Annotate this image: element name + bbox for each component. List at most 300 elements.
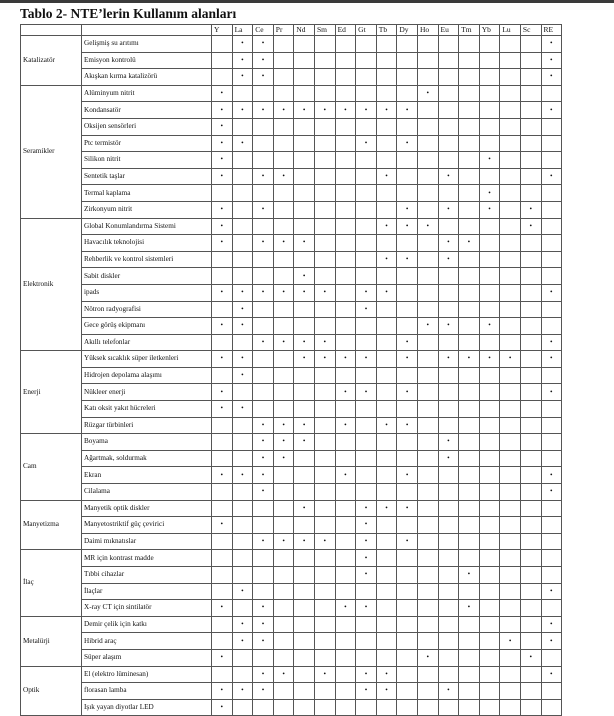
application-cell: Rehberlik ve kontrol sistemleri xyxy=(82,251,212,268)
empty-cell xyxy=(417,135,438,152)
empty-cell xyxy=(232,118,253,135)
usage-mark: • xyxy=(356,600,377,617)
empty-cell xyxy=(541,649,562,666)
usage-mark: • xyxy=(520,218,541,235)
empty-cell xyxy=(253,152,274,169)
empty-cell xyxy=(459,268,480,285)
empty-cell xyxy=(438,633,459,650)
empty-cell xyxy=(541,218,562,235)
empty-cell xyxy=(520,699,541,716)
empty-cell xyxy=(417,351,438,368)
usage-mark: • xyxy=(232,36,253,53)
usage-mark: • xyxy=(356,102,377,119)
empty-cell xyxy=(397,583,418,600)
empty-cell xyxy=(253,367,274,384)
empty-cell xyxy=(314,52,335,69)
empty-cell xyxy=(294,600,315,617)
empty-cell xyxy=(520,251,541,268)
usage-mark: • xyxy=(397,102,418,119)
empty-cell xyxy=(479,235,500,252)
empty-cell xyxy=(356,201,377,218)
empty-cell xyxy=(356,334,377,351)
empty-cell xyxy=(520,185,541,202)
usage-mark: • xyxy=(314,666,335,683)
empty-cell xyxy=(212,500,233,517)
empty-cell xyxy=(294,467,315,484)
usage-mark: • xyxy=(273,434,294,451)
usage-mark: • xyxy=(356,301,377,318)
empty-cell xyxy=(500,251,521,268)
usage-mark: • xyxy=(376,417,397,434)
empty-cell xyxy=(541,567,562,584)
usage-mark: • xyxy=(253,434,274,451)
usage-mark: • xyxy=(397,467,418,484)
empty-cell xyxy=(253,135,274,152)
empty-cell xyxy=(397,152,418,169)
empty-cell xyxy=(253,218,274,235)
empty-cell xyxy=(438,69,459,86)
empty-cell xyxy=(438,467,459,484)
category-cell: İlaç xyxy=(21,550,82,616)
empty-cell xyxy=(335,218,356,235)
empty-cell xyxy=(253,567,274,584)
empty-cell xyxy=(212,484,233,501)
application-cell: Havacılık teknolojisi xyxy=(82,235,212,252)
empty-cell xyxy=(397,52,418,69)
empty-cell xyxy=(294,152,315,169)
empty-cell xyxy=(479,301,500,318)
usage-mark: • xyxy=(294,235,315,252)
usage-mark: • xyxy=(253,102,274,119)
empty-cell xyxy=(500,218,521,235)
usage-mark: • xyxy=(397,251,418,268)
empty-cell xyxy=(314,417,335,434)
empty-cell xyxy=(520,484,541,501)
usage-mark: • xyxy=(335,600,356,617)
table-row xyxy=(21,583,562,600)
empty-cell xyxy=(253,118,274,135)
column-header-tb: Tb xyxy=(376,25,397,36)
empty-cell xyxy=(232,417,253,434)
empty-cell xyxy=(520,301,541,318)
empty-cell xyxy=(459,533,480,550)
empty-cell xyxy=(314,450,335,467)
empty-cell xyxy=(232,168,253,185)
empty-cell xyxy=(500,168,521,185)
empty-cell xyxy=(459,550,480,567)
empty-cell xyxy=(479,102,500,119)
empty-cell xyxy=(397,401,418,418)
empty-cell xyxy=(417,450,438,467)
empty-cell xyxy=(273,550,294,567)
empty-cell xyxy=(417,185,438,202)
usage-mark: • xyxy=(253,484,274,501)
empty-cell xyxy=(459,367,480,384)
usage-mark: • xyxy=(232,102,253,119)
usage-mark: • xyxy=(541,467,562,484)
empty-cell xyxy=(520,118,541,135)
empty-cell xyxy=(294,201,315,218)
table-row xyxy=(21,152,562,169)
empty-cell xyxy=(232,185,253,202)
application-cell: Gelişmiş su arıtımı xyxy=(82,36,212,53)
empty-cell xyxy=(335,85,356,102)
usage-mark: • xyxy=(459,567,480,584)
empty-cell xyxy=(541,367,562,384)
empty-cell xyxy=(417,401,438,418)
empty-cell xyxy=(253,185,274,202)
empty-cell xyxy=(314,649,335,666)
empty-cell xyxy=(417,168,438,185)
empty-cell xyxy=(294,218,315,235)
empty-cell xyxy=(417,467,438,484)
empty-cell xyxy=(212,301,233,318)
usage-mark: • xyxy=(541,351,562,368)
empty-cell xyxy=(500,666,521,683)
usage-mark: • xyxy=(417,218,438,235)
empty-cell xyxy=(253,85,274,102)
usage-mark: • xyxy=(356,683,377,700)
empty-cell xyxy=(500,135,521,152)
table-row xyxy=(21,168,562,185)
empty-cell xyxy=(212,367,233,384)
empty-cell xyxy=(294,52,315,69)
usage-mark: • xyxy=(212,284,233,301)
table-row xyxy=(21,185,562,202)
empty-cell xyxy=(500,52,521,69)
empty-cell xyxy=(253,384,274,401)
empty-cell xyxy=(417,417,438,434)
usage-mark: • xyxy=(520,649,541,666)
usage-mark: • xyxy=(273,450,294,467)
empty-cell xyxy=(335,185,356,202)
empty-cell xyxy=(459,168,480,185)
empty-cell xyxy=(520,102,541,119)
empty-cell xyxy=(376,301,397,318)
application-cell: Hibrid araç xyxy=(82,633,212,650)
empty-cell xyxy=(273,251,294,268)
table-row xyxy=(21,301,562,318)
usage-mark: • xyxy=(232,318,253,335)
empty-cell xyxy=(479,517,500,534)
usage-mark: • xyxy=(356,351,377,368)
empty-cell xyxy=(397,318,418,335)
usage-mark: • xyxy=(397,201,418,218)
empty-cell xyxy=(459,384,480,401)
empty-cell xyxy=(541,85,562,102)
empty-cell xyxy=(376,318,397,335)
empty-cell xyxy=(438,533,459,550)
empty-cell xyxy=(253,649,274,666)
empty-cell xyxy=(438,550,459,567)
empty-cell xyxy=(520,666,541,683)
empty-cell xyxy=(459,36,480,53)
empty-cell xyxy=(356,467,377,484)
table-row xyxy=(21,401,562,418)
column-header-ce: Ce xyxy=(253,25,274,36)
empty-cell xyxy=(356,268,377,285)
empty-cell xyxy=(397,185,418,202)
category-cell: Metalürji xyxy=(21,616,82,666)
empty-cell xyxy=(356,118,377,135)
empty-cell xyxy=(232,484,253,501)
usage-mark: • xyxy=(356,517,377,534)
empty-cell xyxy=(376,268,397,285)
empty-cell xyxy=(314,484,335,501)
application-cell: Ptc termistör xyxy=(82,135,212,152)
usage-mark: • xyxy=(397,500,418,517)
application-cell: ipads xyxy=(82,284,212,301)
empty-cell xyxy=(212,268,233,285)
category-cell: Elektronik xyxy=(21,218,82,351)
empty-cell xyxy=(314,467,335,484)
usage-mark: • xyxy=(314,334,335,351)
empty-cell xyxy=(417,235,438,252)
column-header-y: Y xyxy=(212,25,233,36)
usage-mark: • xyxy=(253,52,274,69)
empty-cell xyxy=(479,69,500,86)
empty-cell xyxy=(273,351,294,368)
empty-cell xyxy=(479,683,500,700)
application-cell: Oksijen sensörleri xyxy=(82,118,212,135)
table-title: Tablo 2- NTE’lerin Kullanım alanları xyxy=(20,6,237,21)
application-cell: Katı oksit yakıt hücreleri xyxy=(82,401,212,418)
empty-cell xyxy=(438,36,459,53)
empty-cell xyxy=(212,633,233,650)
usage-mark: • xyxy=(356,567,377,584)
usage-mark: • xyxy=(212,699,233,716)
usage-mark: • xyxy=(541,616,562,633)
empty-cell xyxy=(335,450,356,467)
empty-cell xyxy=(397,517,418,534)
usage-mark: • xyxy=(397,135,418,152)
application-cell: İlaçlar xyxy=(82,583,212,600)
usage-mark: • xyxy=(253,417,274,434)
empty-cell xyxy=(520,367,541,384)
category-cell: Manyetizma xyxy=(21,500,82,550)
usage-mark: • xyxy=(459,235,480,252)
empty-cell xyxy=(500,467,521,484)
empty-cell xyxy=(314,168,335,185)
table-row xyxy=(21,284,562,301)
column-header-gt: Gt xyxy=(356,25,377,36)
empty-cell xyxy=(376,550,397,567)
empty-cell xyxy=(314,500,335,517)
empty-cell xyxy=(314,699,335,716)
empty-cell xyxy=(500,367,521,384)
usage-mark: • xyxy=(273,334,294,351)
empty-cell xyxy=(273,467,294,484)
application-cell: Global Konumlandırma Sistemi xyxy=(82,218,212,235)
empty-cell xyxy=(438,102,459,119)
empty-cell xyxy=(376,401,397,418)
empty-cell xyxy=(459,85,480,102)
usage-mark: • xyxy=(356,500,377,517)
table-row xyxy=(21,201,562,218)
empty-cell xyxy=(438,649,459,666)
empty-cell xyxy=(479,284,500,301)
empty-cell xyxy=(541,683,562,700)
empty-cell xyxy=(520,318,541,335)
usage-mark: • xyxy=(438,201,459,218)
usage-mark: • xyxy=(232,367,253,384)
empty-cell xyxy=(438,616,459,633)
empty-cell xyxy=(459,583,480,600)
column-header-nd: Nd xyxy=(294,25,315,36)
empty-cell xyxy=(459,52,480,69)
empty-cell xyxy=(479,583,500,600)
empty-cell xyxy=(314,600,335,617)
empty-cell xyxy=(417,102,438,119)
empty-cell xyxy=(314,201,335,218)
empty-cell xyxy=(417,152,438,169)
empty-cell xyxy=(232,533,253,550)
empty-cell xyxy=(438,118,459,135)
empty-cell xyxy=(232,434,253,451)
empty-cell xyxy=(541,235,562,252)
empty-cell xyxy=(479,467,500,484)
empty-cell xyxy=(479,268,500,285)
empty-cell xyxy=(417,434,438,451)
empty-cell xyxy=(376,434,397,451)
empty-cell xyxy=(335,235,356,252)
empty-cell xyxy=(541,201,562,218)
empty-cell xyxy=(253,351,274,368)
empty-cell xyxy=(376,118,397,135)
empty-cell xyxy=(459,218,480,235)
usage-mark: • xyxy=(294,334,315,351)
empty-cell xyxy=(520,467,541,484)
empty-cell xyxy=(314,135,335,152)
category-cell: Seramikler xyxy=(21,85,82,218)
usage-mark: • xyxy=(397,351,418,368)
empty-cell xyxy=(253,251,274,268)
table-row xyxy=(21,699,562,716)
empty-cell xyxy=(459,102,480,119)
empty-cell xyxy=(520,600,541,617)
empty-cell xyxy=(356,699,377,716)
usage-mark: • xyxy=(500,351,521,368)
empty-cell xyxy=(520,633,541,650)
usage-mark: • xyxy=(438,318,459,335)
empty-cell xyxy=(376,583,397,600)
empty-cell xyxy=(273,616,294,633)
empty-cell xyxy=(541,301,562,318)
empty-cell xyxy=(314,517,335,534)
empty-cell xyxy=(479,699,500,716)
usage-mark: • xyxy=(212,517,233,534)
empty-cell xyxy=(253,301,274,318)
table-row xyxy=(21,434,562,451)
application-cell: Daimi mıknatıslar xyxy=(82,533,212,550)
empty-cell xyxy=(459,633,480,650)
empty-cell xyxy=(294,683,315,700)
empty-cell xyxy=(500,450,521,467)
empty-cell xyxy=(541,600,562,617)
empty-cell xyxy=(479,168,500,185)
usage-mark: • xyxy=(294,102,315,119)
empty-cell xyxy=(273,583,294,600)
application-cell: Manyetostriktif güç çevirici xyxy=(82,517,212,534)
empty-cell xyxy=(376,567,397,584)
empty-cell xyxy=(459,118,480,135)
empty-cell xyxy=(520,268,541,285)
usage-mark: • xyxy=(500,633,521,650)
empty-cell xyxy=(232,550,253,567)
empty-cell xyxy=(356,450,377,467)
usage-mark: • xyxy=(253,450,274,467)
empty-cell xyxy=(500,235,521,252)
empty-cell xyxy=(294,666,315,683)
usage-mark: • xyxy=(438,683,459,700)
empty-cell xyxy=(273,683,294,700)
empty-cell xyxy=(479,367,500,384)
usage-mark: • xyxy=(479,351,500,368)
usage-mark: • xyxy=(479,185,500,202)
empty-cell xyxy=(356,417,377,434)
empty-cell xyxy=(417,69,438,86)
empty-cell xyxy=(479,533,500,550)
empty-cell xyxy=(294,484,315,501)
empty-cell xyxy=(459,616,480,633)
empty-cell xyxy=(356,649,377,666)
empty-cell xyxy=(335,484,356,501)
category-cell: Enerji xyxy=(21,351,82,434)
empty-cell xyxy=(232,600,253,617)
empty-cell xyxy=(212,185,233,202)
empty-cell xyxy=(273,633,294,650)
empty-cell xyxy=(459,417,480,434)
empty-cell xyxy=(459,484,480,501)
empty-cell xyxy=(376,185,397,202)
usage-mark: • xyxy=(541,52,562,69)
usage-mark: • xyxy=(253,683,274,700)
empty-cell xyxy=(397,616,418,633)
empty-cell xyxy=(541,152,562,169)
column-header-lu: Lu xyxy=(500,25,521,36)
empty-cell xyxy=(335,583,356,600)
empty-cell xyxy=(294,69,315,86)
usage-mark: • xyxy=(376,218,397,235)
usage-mark: • xyxy=(335,351,356,368)
empty-cell xyxy=(376,649,397,666)
empty-cell xyxy=(356,218,377,235)
usage-mark: • xyxy=(541,102,562,119)
usage-mark: • xyxy=(294,417,315,434)
empty-cell xyxy=(273,401,294,418)
empty-cell xyxy=(417,633,438,650)
empty-cell xyxy=(376,517,397,534)
empty-cell xyxy=(500,318,521,335)
empty-cell xyxy=(541,268,562,285)
empty-cell xyxy=(438,600,459,617)
application-cell: Tıbbi cihazlar xyxy=(82,567,212,584)
column-header-sc: Sc xyxy=(520,25,541,36)
empty-cell xyxy=(356,251,377,268)
empty-cell xyxy=(520,550,541,567)
application-cell: florasan lamba xyxy=(82,683,212,700)
empty-cell xyxy=(273,118,294,135)
table-row xyxy=(21,235,562,252)
empty-cell xyxy=(294,85,315,102)
empty-cell xyxy=(397,649,418,666)
empty-cell xyxy=(232,500,253,517)
usage-mark: • xyxy=(459,600,480,617)
empty-cell xyxy=(314,318,335,335)
empty-cell xyxy=(397,666,418,683)
empty-cell xyxy=(459,334,480,351)
empty-cell xyxy=(541,185,562,202)
